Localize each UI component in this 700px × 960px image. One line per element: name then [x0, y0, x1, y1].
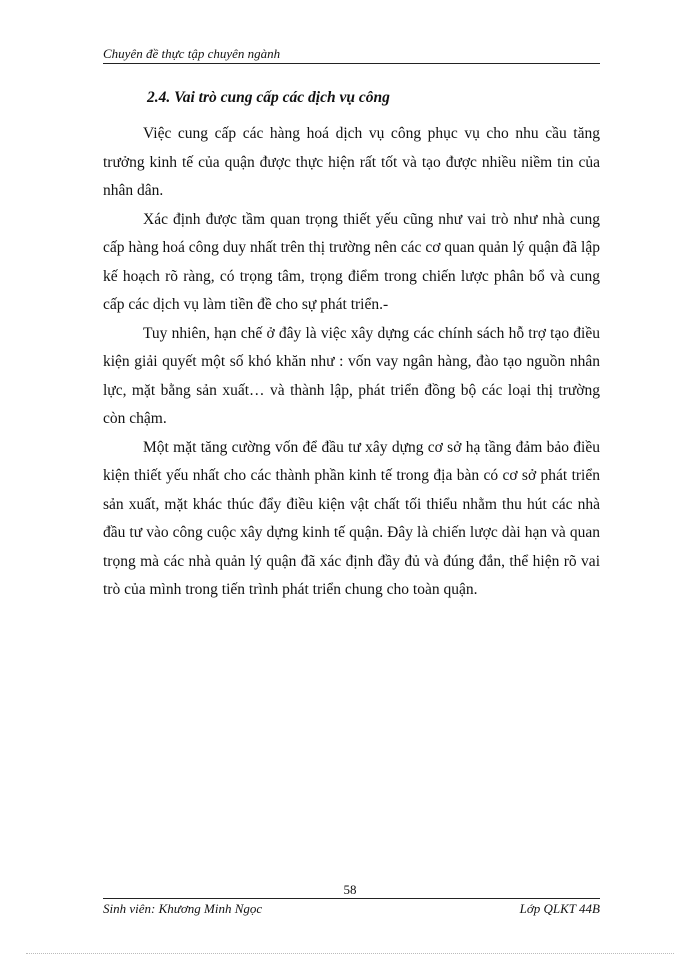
page-header: [103, 45, 600, 64]
paragraph: Xác định được tầm quan trọng thiết yếu cũng như vai trò như nhà cung cấp hàng hoá công duy nhất trên thị trường nên các cơ quan quản lý quận đã lập kế hoạch rõ ràng, có trọng tâm, trọng điểm trong chiến lược phân bổ và cung cấp các dịch vụ làm tiền đề cho sự phát triển.-: [103, 210, 600, 313]
page-footer: [103, 901, 600, 917]
paragraph: Một mặt tăng cường vốn để đầu tư xây dựng cơ sở hạ tầng đảm bảo điều kiện thiết yếu nhất cho các thành phần kinh tế trong địa bàn có cơ sở phát triển sản xuất, mặt khác thúc đẩy điều kiện vật chất tối thiểu nhằm thu hút các nhà đầu tư vào công cuộc xây dựng kinh tế quận. Đây là chiến lược dài hạn và quan trọng mà các nhà quản lý quận đã xác định đầy đủ và đúng đắn, thể hiện rõ vai trò của mình trong tiến trình phát triển chung cho toàn quận.: [103, 438, 600, 598]
header-title: Chuyên đề thực tập chuyên ngành: [103, 46, 281, 61]
paragraph: Tuy nhiên, hạn chế ở đây là việc xây dựng các chính sách hỗ trợ tạo điều kiện giải quyết một số khó khăn như : vốn vay ngân hàng, đào tạo nguồn nhân lực, mặt bằng sản xuất… và thành lập, phát triển đồng bộ các loại thị trường còn chậm.: [103, 324, 600, 427]
main-content: [103, 86, 600, 605]
footer-class: Lớp QLKT 44B: [519, 901, 600, 916]
paragraph: Việc cung cấp các hàng hoá dịch vụ công phục vụ cho nhu cầu tăng trưởng kinh tế của quận được thực hiện rất tốt và tạo được nhiều niềm tin của nhân dân.: [103, 125, 600, 199]
section-title: 2.4. Vai trò cung cấp các dịch vụ công: [147, 89, 390, 106]
footer-student: Sinh viên: Khương Minh Ngọc: [103, 901, 263, 916]
page-bottom-divider: [26, 953, 674, 954]
footer-divider: [103, 898, 600, 899]
page-number: 58: [343, 882, 357, 897]
